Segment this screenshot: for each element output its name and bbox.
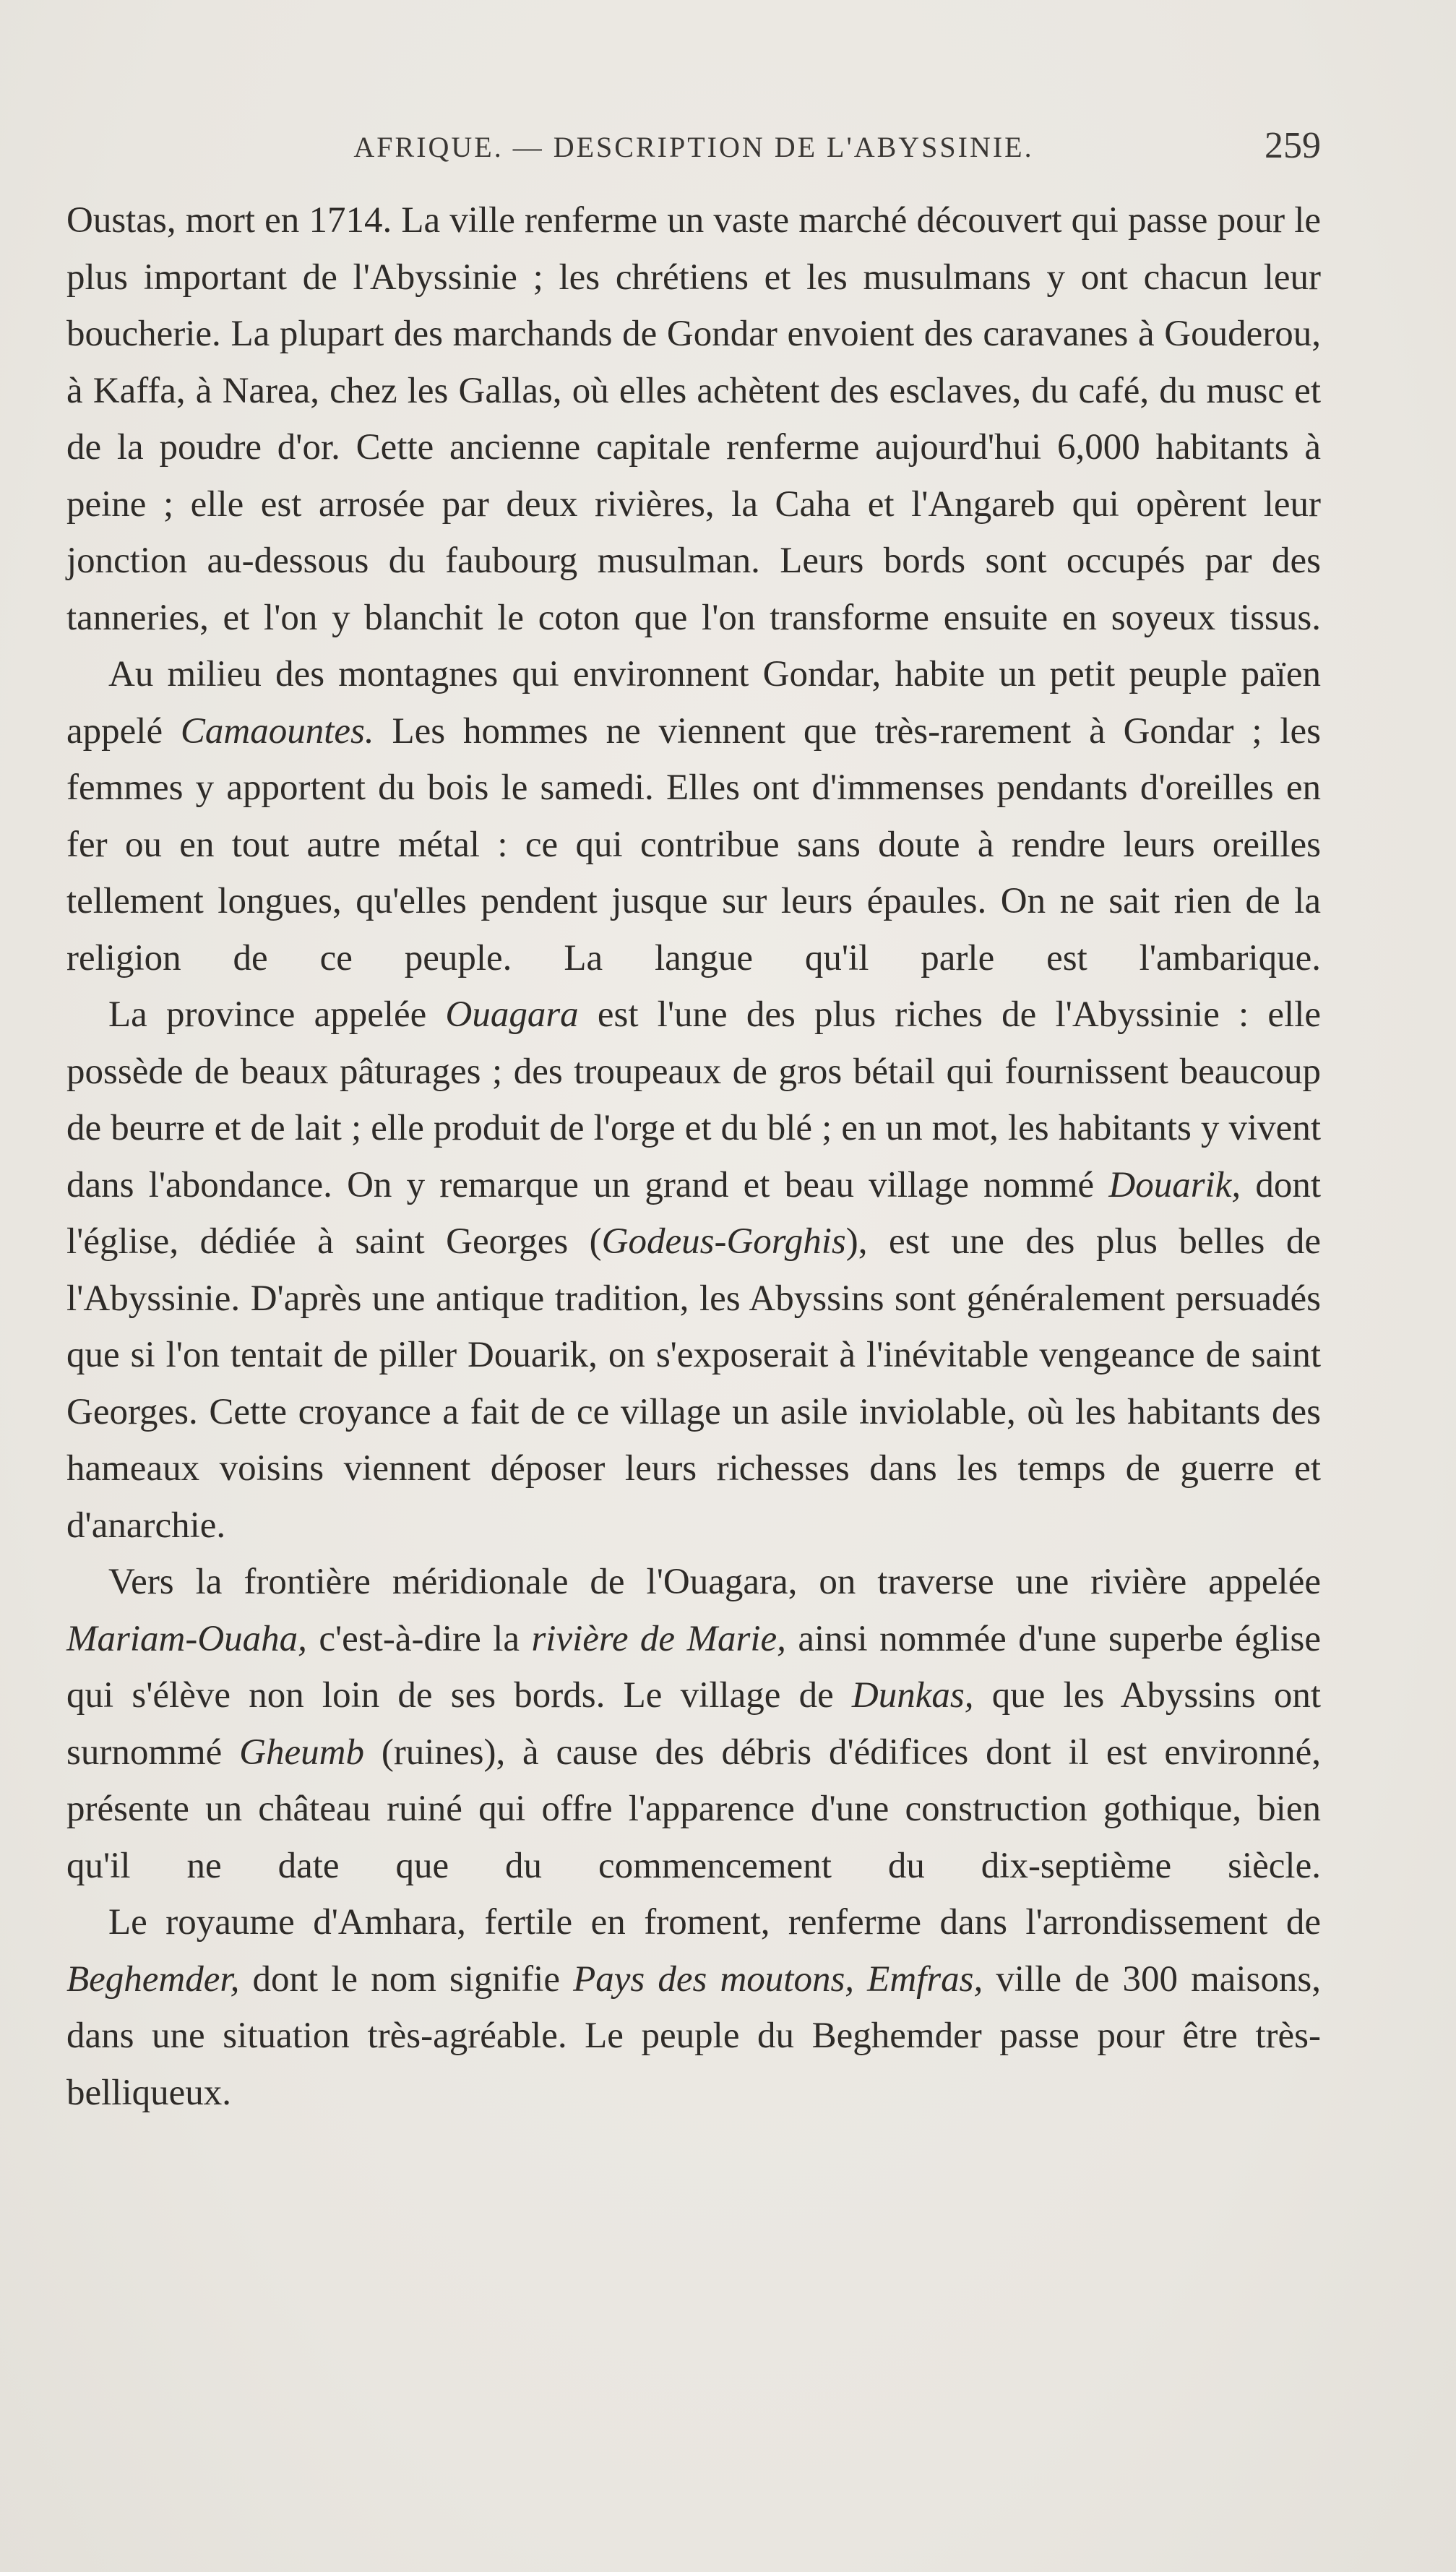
paragraph-2-text: Au milieu des montagnes qui environnent Gondar, habite un petit peuple païen appelé (66, 654, 1321, 752)
italic-term-pays-des-moutons: Pays des moutons, Emfras, (573, 1958, 983, 2000)
italic-term-douarik: Douarik, (1108, 1164, 1241, 1205)
italic-term-camaountes: Camaountes. (180, 710, 374, 752)
paragraph-4-text: Vers la frontière méridionale de l'Ouagara, on traverse une rivière appelée (108, 1562, 1321, 1602)
paragraph-5-text: Le royaume d'Amhara, fertile en froment, renferme dans l'arrondissement de (108, 1902, 1321, 1943)
italic-term-gheumb: Gheumb (239, 1732, 364, 1773)
paragraph-3-text-4: ), est une des plus belles de l'Abyssinie. D'après une antique tradition, les Abyssins sont généralement persuadés que si l'on tentait de piller Douarik, on s'exposerait à l'inévitable vengeance de saint Georges. Cette croyance a fait de ce village un asile inviolable, où les habitants des hameaux voisins viennent déposer leurs richesses dans les temps de guerre et d'anarchie. (66, 1221, 1321, 1546)
paragraph-1-text: Oustas, mort en 1714. La ville renferme un vaste marché découvert qui passe pour le plus important de l'Abyssinie ; les chrétiens et les musulmans y ont chacun leur boucherie. La plupart des marchands de Gondar envoient des caravanes à Gouderou, à Kaffa, à Narea, chez les Gallas, où elles achètent des esclaves, du café, du musc et de la poudre d'or. Cette ancienne capitale renferme aujourd'hui 6,000 habitants à peine ; elle est arrosée par deux rivières, la Caha et l'Angareb qui opèrent leur jonction au-dessous du faubourg musulman. Leurs bords sont occupés par des tanneries, et l'on y blanchit le coton que l'on transforme ensuite en soyeux tissus. (66, 200, 1321, 638)
body-text (66, 192, 1321, 2121)
paragraph-2-text-cont: Les hommes ne viennent que très-rarement à Gondar ; les femmes y apportent du bois le samedi. Elles ont d'immenses pendants d'oreilles en fer ou en tout autre métal : ce qui contribue sans doute à rendre leurs oreilles tellement longues, qu'elles pendent jusque sur leurs épaules. On ne sait rien de la religion de ce peuple. La langue qu'il parle est l'ambarique. (66, 710, 1321, 979)
paragraph-4-text-2: c'est-à-dire la (306, 1618, 532, 1659)
italic-term-godeus-gorghis: Godeus-Gorghis (601, 1221, 846, 1262)
running-header (66, 124, 1321, 175)
header-title: AFRIQUE. — DESCRIPTION DE L'ABYSSINIE. (353, 131, 1034, 163)
italic-term-ouagara: Ouagara (445, 994, 579, 1035)
italic-term-riviere-de-marie: rivière de Marie, (531, 1618, 786, 1659)
page-number: 259 (1265, 125, 1321, 166)
italic-term-dunkas: Dunkas, (851, 1675, 974, 1716)
paragraph-4-text-4: que les Abyssins ont surnommé (66, 1675, 1321, 1773)
italic-term-mariam-ouaha: Mariam-Ouaha, (66, 1618, 307, 1659)
paragraph-2 (66, 646, 1321, 986)
paragraph-4-text-3: ainsi nommée d'une superbe église qui s'élève non loin de ses bords. Le village de (66, 1618, 1321, 1716)
italic-term-beghemder: Beghemder, (66, 1958, 240, 2000)
paragraph-1 (66, 192, 1321, 646)
paragraph-4-text-5: (ruines), à cause des débris d'édifices dont il est environné, présente un château ruiné qui offre l'apparence d'une construction gothique, bien qu'il ne date que du commencement du dix-septième siècle. (66, 1732, 1322, 1886)
paragraph-3-text-3: dont l'église, dédiée à saint Georges ( (66, 1164, 1321, 1262)
paragraph-5-text-3: ville de 300 maisons, dans une situation très-agréable. Le peuple du Beghemder passe pour être très-belliqueux. (66, 1958, 1321, 2113)
paragraph-4 (66, 1554, 1321, 1894)
paragraph-5-text-2: dont le nom signifie (239, 1958, 574, 2000)
paragraph-5 (66, 1894, 1321, 2121)
paragraph-3 (66, 986, 1321, 1554)
paragraph-3-text-2: est l'une des plus riches de l'Abyssinie : elle possède de beaux pâturages ; des troupeaux de gros bétail qui fournissent beaucoup de beurre et de lait ; elle produit de l'orge et du blé ; en un mot, les habitants y vivent dans l'abondance. On y remarque un grand et beau village nommé (66, 994, 1321, 1205)
paragraph-3-text: La province appelée (108, 994, 446, 1035)
